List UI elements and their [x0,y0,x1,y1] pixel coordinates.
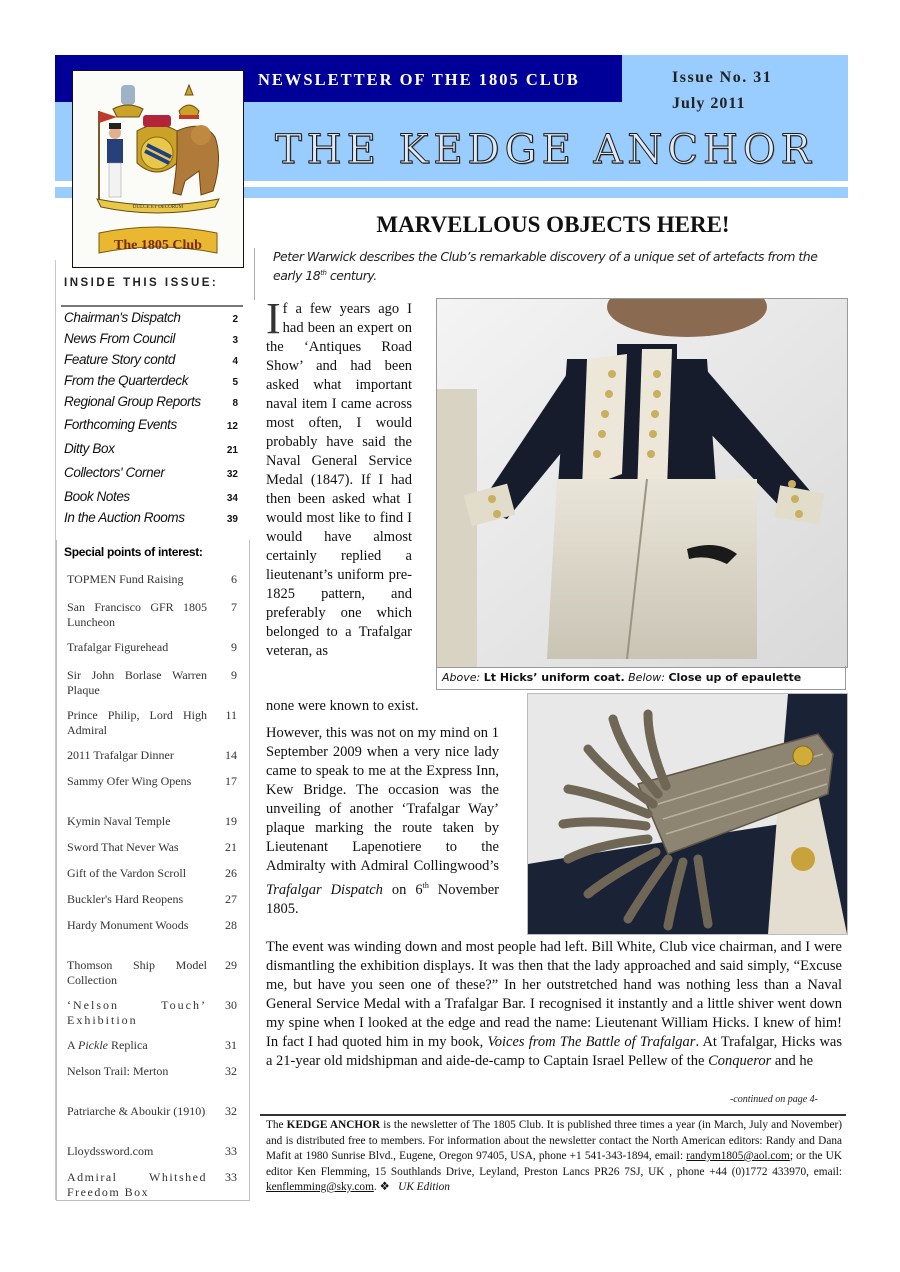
article-standfirst: Peter Warwick describes the Club’s remarkable discovery of a unique set of artefacts from the early 18th century. [273,249,818,284]
special-point-label: Sword That Never Was [67,840,179,854]
article-paragraph-1: If a few years ago I had been an expert on the ‘Antiques Road Show’ and had been asked what important naval item I came across most often, I would probably have said the Naval General Service Medal (1847). If I had then been asked what I would most like to find I would have almost certainly replied a lieutenant’s uniform pre-1825 pattern, and preferably one which belonged to a Trafalgar veteran, as [266,294,412,659]
crest-crown-left-icon [121,85,135,105]
photo-caption: Above: Lt Hicks’ uniform coat. Below: Close up of epaulette [436,666,846,690]
toc-item-label: Feature Story contd [64,352,175,367]
special-point-label: Gift of the Vardon Scroll [67,866,187,880]
special-point-label: A Pickle Replica [67,1038,148,1052]
toc-item-label: From the Quarterdeck [64,373,189,388]
special-point-item[interactable] [67,774,237,789]
inside-this-issue-heading: INSIDE THIS ISSUE: [64,277,219,289]
special-point-page: 14 [225,748,237,762]
crest-crown-right-icon [179,85,199,117]
toc-item-page: 8 [232,398,238,409]
special-point-page: 33 [225,1170,237,1184]
article-paragraph-1-tail: none were known to exist. [266,698,419,714]
standfirst-rule [254,248,255,300]
special-point-page: 6 [231,572,237,586]
special-point-item[interactable] [67,1170,237,1199]
special-point-page: 29 [225,958,237,972]
special-point-page: 19 [225,814,237,828]
special-point-item[interactable] [67,998,237,1027]
toc-item-page: 5 [232,377,238,388]
special-point-item[interactable] [67,1038,237,1053]
special-point-item[interactable] [67,1144,237,1159]
toc-item-page: 12 [226,421,238,432]
special-point-label: Sammy Ofer Wing Opens [67,774,192,788]
newsletter-label: NEWSLETTER OF THE 1805 CLUB [258,70,580,89]
toc-item[interactable] [64,510,242,525]
toc-item-page: 32 [226,469,238,480]
special-point-page: 17 [225,774,237,788]
special-point-label: San Francisco GFR 1805 Luncheon [67,600,207,629]
special-point-label: Nelson Trail: Merton [67,1064,169,1078]
toc-item-page: 2 [232,314,238,325]
special-point-item[interactable] [67,866,237,881]
toc-item-label: Chairman's Dispatch [64,310,181,325]
special-point-page: 28 [225,918,237,932]
toc-item[interactable] [64,394,242,409]
special-point-item[interactable] [67,708,237,737]
footer-rule [260,1114,846,1116]
toc-item[interactable] [64,373,242,388]
issue-date: July 2011 [672,95,746,112]
special-point-label: Sir John Borlase Warren Plaque [67,668,207,697]
toc-item[interactable] [64,441,242,456]
uniform-coat-image-icon [437,299,847,667]
special-point-item[interactable] [67,668,237,697]
special-point-label: Lloydssword.com [67,1144,154,1158]
svg-text:DULCE ET DECORUM: DULCE ET DECORUM [132,205,184,210]
toc-item-page: 39 [226,514,238,525]
special-point-page: 33 [225,1144,237,1158]
newsletter-footer: The KEDGE ANCHOR is the newsletter of The 1805 Club. It is published three times a year (in March, July and November) and is distributed free to members. For information about the newsletter contact the North American editors: Randy and Dana Mafit at 1980 Sunrise Blvd., Eugene, Oregon 97405, USA, phone +1 541-343-1894, email: randym1805@aol.com; or the UK editor Ken Flemming, 15 Southlands Drive, Leyland, Preston Lancs PR26 7SJ, UK , phone +44 (0)1772 433970, email: kenflemming@sky.com. ❖ UK Edition [266,1119,843,1193]
masthead-title: THE KEDGE ANCHOR [275,127,816,173]
toc-item-page: 21 [226,445,238,456]
article-paragraph-2: However, this was not on my mind on 1 September 2009 when a very nice lady came to speak to me at the Express Inn, Kew Bridge. The occasion was the unveiling of another ‘Trafalgar Way’ plaque marking the route taken by Lieutenant Lapenotiere to the Admiralty with Admiral Collingwood’s Trafalgar Dispatch on 6th November 1805. [266,725,500,917]
special-point-item[interactable] [67,918,237,933]
special-point-page: 7 [231,600,237,614]
toc-item-label: Book Notes [64,489,130,504]
toc-item[interactable] [64,331,242,346]
special-point-page: 30 [225,998,237,1012]
special-point-item[interactable] [67,892,237,907]
email-link-ken[interactable]: kenflemming@sky.com [266,1181,374,1193]
toc-item[interactable] [64,310,242,325]
club-crest-logo [72,70,244,268]
special-point-item[interactable] [67,600,237,629]
special-point-item[interactable] [67,840,237,855]
toc-item[interactable] [64,465,242,480]
toc-item-label: Regional Group Reports [64,394,201,409]
toc-divider [61,305,243,307]
special-point-page: 31 [225,1038,237,1052]
special-point-label: ‘Nelson Touch’ Exhibition [67,998,207,1027]
crest-icon [73,71,243,267]
toc-item-page: 34 [226,493,238,504]
special-point-label: Hardy Monument Woods [67,918,189,932]
special-point-item[interactable] [67,958,237,987]
special-point-label: Buckler's Hard Reopens [67,892,184,906]
special-points-heading: Special points of interest: [64,545,203,559]
toc-item-label: News From Council [64,331,175,346]
special-point-label: Admiral Whitshed Freedom Box [67,1170,207,1199]
article-paragraph-3: The event was winding down and most people had left. Bill White, Club vice chairman, and I were dismantling the exhibition displays. It was then that the lady approached and said simply, “Excuse me, but have you seen one of these?” In her outstretched hand was nothing less than a Naval General Service Medal with a Trafalgar Bar. I recognised it instantly and a little shiver went down my spine when I looked at the edge and read the name: Lieutenant William Hicks. I knew of him! In fact I had quoted him in my book, Voices from The Battle of Trafalgar. At Trafalgar, Hicks was a 21-year old midshipman and aide-de-camp to Captain Israel Pellew of the Conqueror and he [266,939,843,1069]
issue-number: Issue No. 31 [672,69,773,86]
toc-item[interactable] [64,352,242,367]
special-point-page: 32 [225,1064,237,1078]
epaulette-photo [527,693,848,935]
toc-item-label: Collectors' Corner [64,465,165,480]
special-point-label: Trafalgar Figurehead [67,640,169,654]
special-point-item[interactable] [67,572,237,587]
special-point-page: 11 [225,708,237,722]
email-link-randy[interactable]: randym1805@aol.com [686,1150,790,1162]
epaulette-image-icon [528,694,847,934]
special-point-page: 9 [231,640,237,654]
special-point-page: 32 [225,1104,237,1118]
edition-label: UK Edition [398,1181,450,1193]
special-point-label: TOPMEN Fund Raising [67,572,184,586]
toc-item-label: Forthcoming Events [64,417,177,432]
drop-cap: I [266,294,281,343]
special-point-label: Patriarche & Aboukir (1910) [67,1104,206,1118]
special-point-item[interactable] [67,748,237,763]
toc-item-label: Ditty Box [64,441,115,456]
continued-note: -continued on page 4- [729,1094,818,1105]
special-point-item[interactable] [67,1104,237,1119]
special-point-label: Thomson Ship Model Collection [67,958,207,987]
toc-item-label: In the Auction Rooms [64,510,185,525]
special-point-label: Kymin Naval Temple [67,814,171,828]
special-point-label: 2011 Trafalgar Dinner [67,748,174,762]
toc-item[interactable] [64,489,242,504]
special-point-page: 27 [225,892,237,906]
special-point-label: Prince Philip, Lord High Admiral [67,708,207,737]
special-point-item[interactable] [67,640,237,655]
club-banner-text: The 1805 Club [114,238,202,253]
special-point-item[interactable] [67,814,237,829]
special-point-item[interactable] [67,1064,237,1079]
uniform-coat-photo [436,298,848,668]
toc-item-page: 3 [232,335,238,346]
special-point-page: 26 [225,866,237,880]
toc-item-page: 4 [232,356,238,367]
special-point-page: 21 [225,840,237,854]
special-point-page: 9 [231,668,237,682]
ornament-icon: ❖ [379,1181,390,1193]
toc-item[interactable] [64,417,242,432]
article-headline: MARVELLOUS OBJECTS HERE! [376,212,730,237]
